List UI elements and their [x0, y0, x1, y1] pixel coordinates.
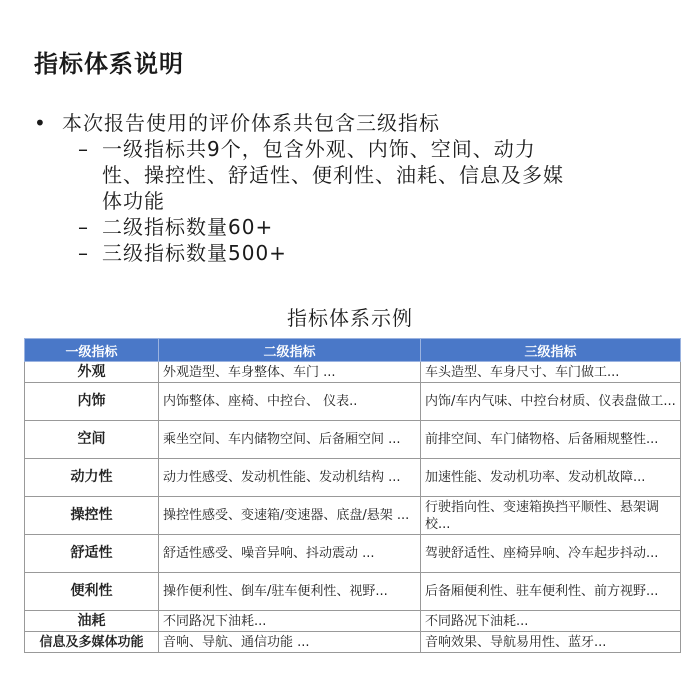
- cell-level1: 操控性: [25, 497, 159, 535]
- cell-level2: 舒适性感受、噪音异响、抖动震动 ...: [159, 535, 421, 573]
- page-title: 指标体系说明: [34, 50, 184, 78]
- bullet-list: [34, 110, 572, 266]
- sub-bullet-text: 一级指标共9个，包含外观、内饰、空间、动力性、操控性、舒适性、便利性、油耗、信息及多媒体功能: [102, 137, 564, 213]
- cell-level3: 前排空间、车门储物格、后备厢规整性...: [421, 421, 681, 459]
- cell-level1: 舒适性: [25, 535, 159, 573]
- cell-level3: 不同路况下油耗...: [421, 611, 681, 632]
- header-level1: 一级指标: [25, 339, 159, 362]
- table-header-row: [25, 339, 681, 362]
- cell-level3: 内饰/车内气味、中控台材质、仪表盘做工...: [421, 383, 681, 421]
- header-level2: 二级指标: [159, 339, 421, 362]
- cell-level2: 操作便利性、倒车/驻车便利性、视野...: [159, 573, 421, 611]
- table-row: [25, 497, 681, 535]
- cell-level1: 动力性: [25, 459, 159, 497]
- table-row: [25, 421, 681, 459]
- cell-level1: 油耗: [25, 611, 159, 632]
- cell-level3: 音响效果、导航易用性、蓝牙...: [421, 632, 681, 653]
- table-title: 指标体系示例: [287, 306, 413, 330]
- sub-bullet: [78, 136, 572, 214]
- table-row: [25, 573, 681, 611]
- bullet-dot-icon: •: [34, 111, 47, 135]
- cell-level3: 驾驶舒适性、座椅异响、冷车起步抖动...: [421, 535, 681, 573]
- cell-level3: 行驶指向性、变速箱换挡平顺性、悬架调校...: [421, 497, 681, 535]
- cell-level3: 车头造型、车身尺寸、车门做工...: [421, 362, 681, 383]
- sub-bullet: [78, 240, 572, 266]
- cell-level1: 空间: [25, 421, 159, 459]
- table-row: [25, 632, 681, 653]
- sub-bullet-text: 二级指标数量60+: [102, 215, 274, 239]
- cell-level1: 便利性: [25, 573, 159, 611]
- cell-level2: 动力性感受、发动机性能、发动机结构 ...: [159, 459, 421, 497]
- table-row: [25, 362, 681, 383]
- dash-icon: –: [78, 241, 89, 265]
- cell-level3: 后备厢便利性、驻车便利性、前方视野...: [421, 573, 681, 611]
- cell-level2: 不同路况下油耗...: [159, 611, 421, 632]
- bullet-main-text: 本次报告使用的评价体系共包含三级指标: [62, 111, 440, 135]
- cell-level1: 内饰: [25, 383, 159, 421]
- sub-bullet: [78, 214, 572, 240]
- cell-level2: 音响、导航、通信功能 ...: [159, 632, 421, 653]
- cell-level2: 操控性感受、变速箱/变速器、底盘/悬架 ...: [159, 497, 421, 535]
- bullet-main: [34, 110, 572, 136]
- table-row: [25, 611, 681, 632]
- header-level3: 三级指标: [421, 339, 681, 362]
- dash-icon: –: [78, 215, 89, 239]
- table-row: [25, 459, 681, 497]
- table-row: [25, 535, 681, 573]
- indicator-table: [24, 338, 681, 653]
- table-row: [25, 383, 681, 421]
- cell-level2: 内饰整体、座椅、中控台、 仪表..: [159, 383, 421, 421]
- cell-level3: 加速性能、发动机功率、发动机故障...: [421, 459, 681, 497]
- cell-level2: 外观造型、车身整体、车门 ...: [159, 362, 421, 383]
- cell-level2: 乘坐空间、车内储物空间、后备厢空间 ...: [159, 421, 421, 459]
- sub-bullet-text: 三级指标数量500+: [102, 241, 287, 265]
- cell-level1: 外观: [25, 362, 159, 383]
- cell-level1: 信息及多媒体功能: [25, 632, 159, 653]
- dash-icon: –: [78, 137, 89, 161]
